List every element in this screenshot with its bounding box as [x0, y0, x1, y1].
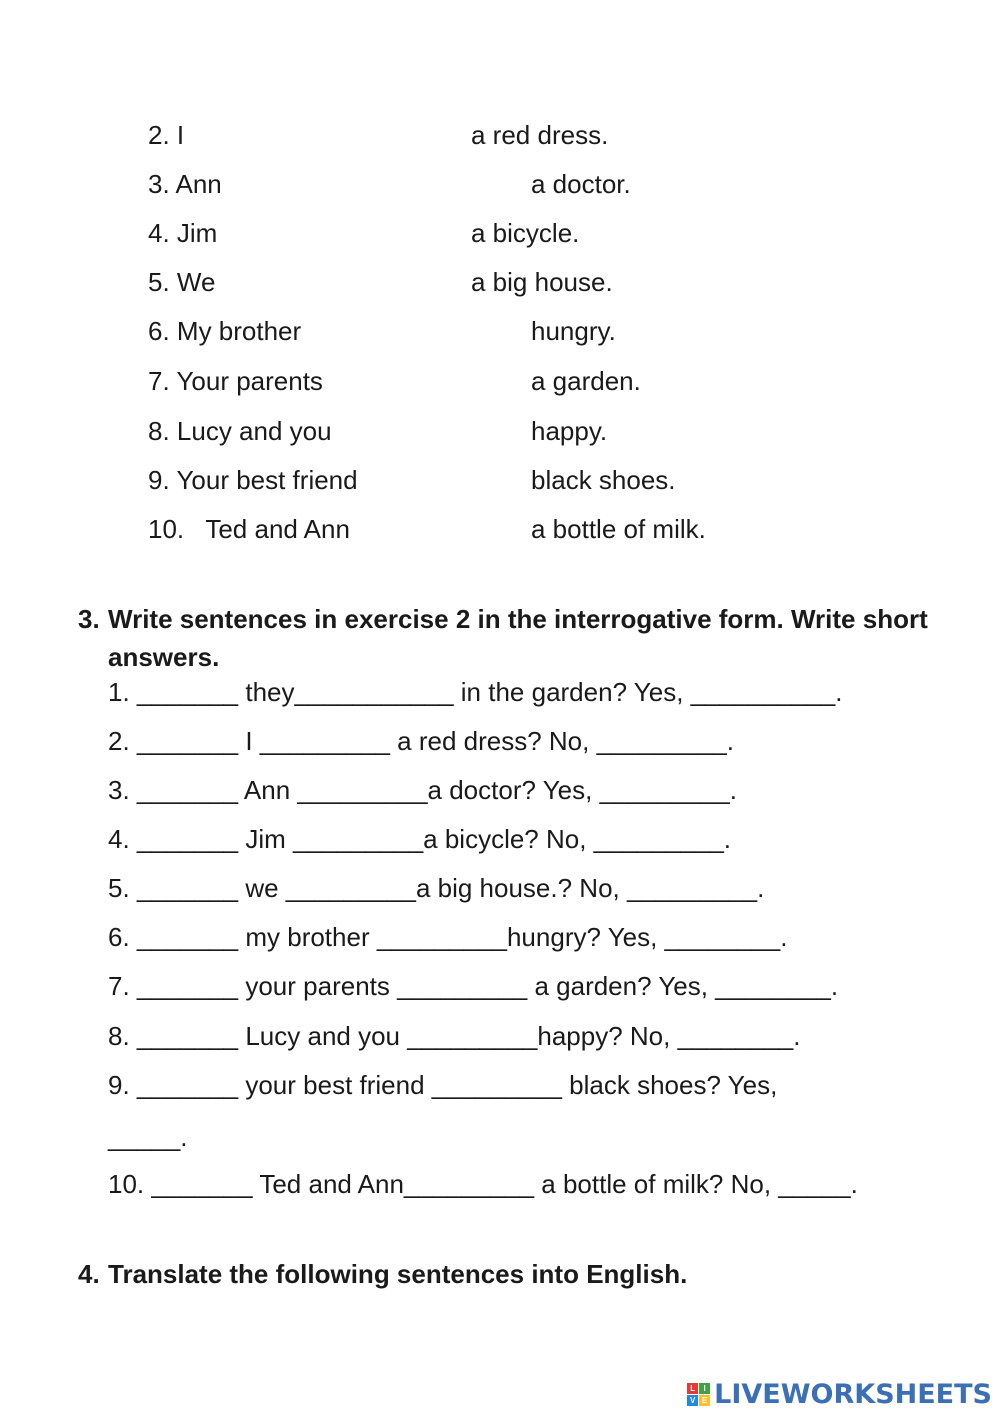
exercise-4-heading — [78, 1255, 958, 1295]
logo-letter: L — [687, 1383, 698, 1394]
ex2-item-subject: 3. Ann — [148, 169, 222, 199]
ex2-item-object: hungry. — [531, 316, 616, 346]
ex2-item-subject: 10. Ted and Ann — [148, 514, 350, 544]
exercise-3-instruction: Write sentences in exercise 2 in the interrogative form. Write short answers. — [108, 604, 928, 672]
ex3-item: 3. _______ Ann _________a doctor? Yes, _________. — [108, 775, 737, 805]
ex3-item: 9. _______ your best friend _________ black shoes? Yes, — [108, 1070, 778, 1100]
ex3-item: 7. _______ your parents _________ a garden? Yes, ________. — [108, 971, 839, 1001]
exercise-3-number: 3. — [78, 604, 100, 634]
ex2-item-subject: 7. Your parents — [148, 366, 323, 396]
liveworksheets-logo — [687, 1378, 992, 1410]
ex2-item-object: a bicycle. — [471, 218, 580, 248]
ex2-item-object: a bottle of milk. — [531, 514, 706, 544]
ex2-item-object: a doctor. — [531, 169, 631, 199]
ex2-item-subject: 9. Your best friend — [148, 465, 358, 495]
logo-letter: V — [687, 1395, 698, 1406]
exercise-3-heading — [78, 600, 958, 680]
ex2-item-subject: 2. I — [148, 120, 185, 150]
ex3-item: 1. _______ they___________ in the garden? Yes, __________. — [108, 677, 843, 707]
ex3-item: 4. _______ Jim _________a bicycle? No, _________. — [108, 824, 732, 854]
ex3-item: 8. _______ Lucy and you _________happy? No, ________. — [108, 1021, 801, 1051]
ex2-item-object: a red dress. — [471, 120, 609, 150]
ex3-item-continuation: _____. — [108, 1122, 188, 1152]
ex2-item-object: black shoes. — [531, 465, 676, 495]
ex3-item: 5. _______ we _________a big house.? No, _________. — [108, 873, 765, 903]
ex3-item: 2. _______ I _________ a red dress? No, _________. — [108, 726, 734, 756]
ex2-item-object: happy. — [531, 416, 608, 446]
logo-letter: E — [699, 1395, 710, 1406]
exercise-4-instruction: Translate the following sentences into English. — [108, 1259, 688, 1289]
ex2-item-subject: 5. We — [148, 267, 216, 297]
ex2-item-object: a big house. — [471, 267, 613, 297]
logo-text: LIVEWORKSHEETS — [714, 1378, 992, 1410]
logo-letter: I — [699, 1383, 710, 1394]
ex2-item-subject: 8. Lucy and you — [148, 416, 332, 446]
ex2-item-object: a garden. — [531, 366, 641, 396]
ex2-item-subject: 4. Jim — [148, 218, 218, 248]
logo-mark-icon — [687, 1383, 710, 1406]
ex3-item: 6. _______ my brother _________hungry? Yes, ________. — [108, 922, 788, 952]
ex3-item: 10. _______ Ted and Ann_________ a bottle of milk? No, _____. — [108, 1169, 858, 1199]
ex2-item-subject: 6. My brother — [148, 316, 302, 346]
exercise-4-number: 4. — [78, 1259, 100, 1289]
